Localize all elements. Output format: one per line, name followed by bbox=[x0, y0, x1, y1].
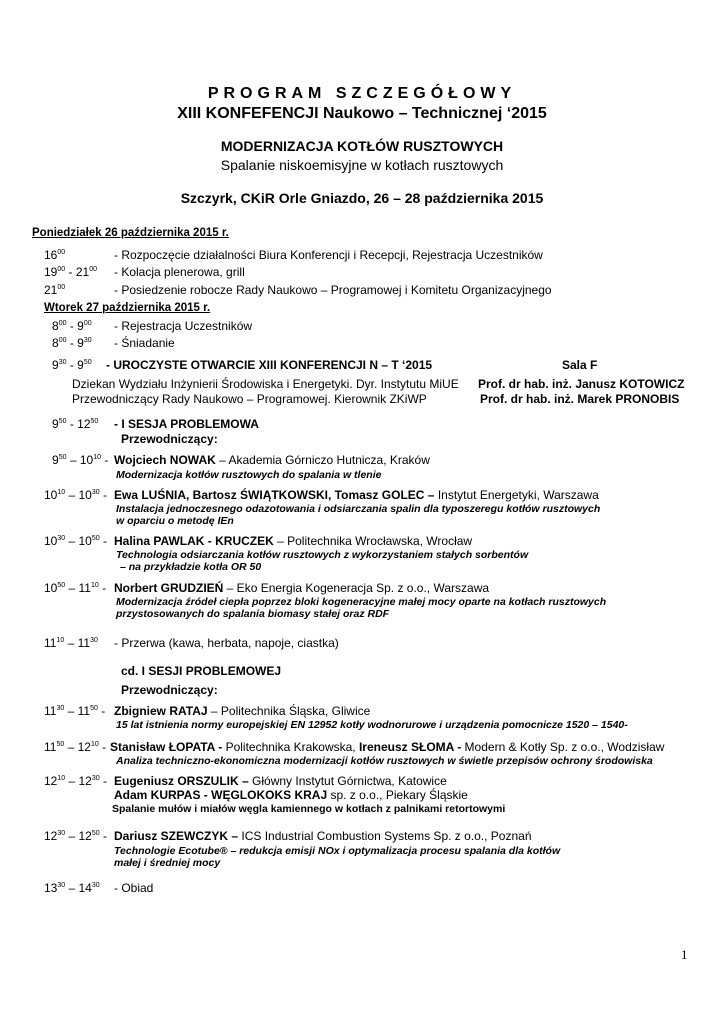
talk-time: $10^{50} - 11^{10}$ - bbox=[44, 581, 107, 595]
session-chair-label: Przewodniczący: bbox=[121, 683, 218, 697]
talk-time: $12^{10} - 12^{30}$ - bbox=[44, 774, 107, 788]
conference-theme: MODERNIZACJA KOTŁÓW RUSZTOWYCH bbox=[220, 138, 504, 154]
talk-title: Technologia odsiarczania kotłów rusztowych z wykorzystaniem stałych sorbentów bbox=[116, 549, 529, 561]
talk-title-cont: przystosowanych do spalania biomasy stałej oraz RDF bbox=[116, 608, 390, 620]
schedule-item: - Posiedzenie robocze Rady Naukowo – Programowej i Komitetu Organizacyjnego bbox=[114, 283, 552, 297]
session-time: $9^{50} - 12^{50}$ bbox=[52, 417, 99, 431]
opening-professor: Prof. dr hab. inż. Marek PRONOBIS bbox=[480, 392, 680, 406]
talk-title: Instalacja jednoczesnego odazotowania i odsiarczania spalin dla typoszeregu kotłów rusztowych bbox=[116, 503, 601, 515]
talk-title: 15 lat istnienia normy europejskiej EN 12952 kotły wodnorurowe i urządzenia pomocnicze 1520 – 1540- bbox=[116, 719, 628, 731]
talk-title: Spalanie mułów i miałów węgla kamiennego w kotłach z palnikami retortowymi bbox=[112, 803, 506, 815]
break-item: - Przerwa (kawa, herbata, napoje, ciastka) bbox=[114, 636, 339, 650]
conference-title: XIII KONFEFENCJI Naukowo – Technicznej ‘2015 bbox=[177, 105, 547, 122]
opening-time: $9^{30} - 9^{50}$ bbox=[52, 358, 92, 372]
talk-speaker: Adam KURPAS - WĘGLOKOKS KRAJ sp. z o.o., Piekary Śląskie bbox=[114, 788, 468, 802]
opening-room: Sala F bbox=[562, 358, 598, 372]
talk-time: $9^{50} - 10^{10}$ - bbox=[52, 453, 109, 467]
talk-speaker: Dariusz SZEWCZYK – ICS Industrial Combustion Systems Sp. z o.o., Poznań bbox=[114, 829, 532, 843]
session-continued-title: cd. I SESJI PROBLEMOWEJ bbox=[121, 664, 282, 678]
opening-line: Przewodniczący Rady Naukowo – Programowej. Kierownik ZKiWP bbox=[72, 392, 427, 406]
talk-time: $11^{50} - 12^{10}$ - bbox=[44, 740, 107, 754]
schedule-item: - Rejestracja Uczestników bbox=[114, 319, 253, 333]
page-number: 1 bbox=[681, 947, 688, 962]
schedule-time: $8^{00} - 9^{30}$ bbox=[52, 336, 92, 350]
talk-time: $10^{30} - 10^{50}$ - bbox=[44, 534, 107, 548]
talk-title: Modernizacja źródeł ciepła poprzez bloki kogeneracyjne małej mocy oparte na kotłach rusztowych bbox=[116, 596, 607, 608]
talk-speaker: Ewa LUŚNIA, Bartosz ŚWIĄTKOWSKI, Tomasz GOLEC – Instytut Energetyki, Warszawa bbox=[114, 488, 599, 502]
schedule-item: - Kolacja plenerowa, grill bbox=[114, 265, 245, 279]
lunch-time: $13^{30} - 14^{30}$ bbox=[44, 881, 100, 895]
schedule-time: $8^{00} - 9^{00}$ bbox=[52, 319, 92, 333]
opening-professor: Prof. dr hab. inż. Janusz KOTOWICZ bbox=[478, 377, 685, 391]
talk-time: $12^{30} - 12^{50}$ - bbox=[44, 829, 107, 843]
session-title: - I SESJA PROBLEMOWA bbox=[114, 417, 259, 431]
day-heading-monday: Poniedziałek 26 października 2015 r. bbox=[32, 227, 229, 239]
talk-speaker: Wojciech NOWAK – Akademia Górniczo Hutnicza, Kraków bbox=[114, 453, 430, 467]
talk-title: Modernizacja kotłów rusztowych do spalania w tlenie bbox=[116, 469, 382, 481]
opening-title: - UROCZYSTE OTWARCIE XIII KONFERENCJI N – T ‘2015 bbox=[106, 358, 433, 372]
schedule-time: $19^{00} - 21^{00}$ bbox=[44, 265, 97, 279]
talk-speaker: Zbigniew RATAJ – Politechnika Śląska, Gliwice bbox=[114, 704, 371, 718]
break-time: $11^{10} - 11^{30}$ bbox=[44, 636, 98, 650]
program-title: PROGRAM SZCZEGÓŁOWY bbox=[207, 85, 517, 102]
talk-time: $11^{30} - 11^{50}$ - bbox=[44, 704, 106, 718]
schedule-time: $21^{00}$ bbox=[44, 283, 66, 297]
lunch-item: - Obiad bbox=[114, 881, 154, 895]
opening-line: Dziekan Wydziału Inżynierii Środowiska i Energetyki. Dyr. Instytutu MiUE bbox=[72, 377, 459, 391]
day-heading-tuesday: Wtorek 27 października 2015 r. bbox=[44, 302, 211, 314]
conference-venue-date: Szczyrk, CKiR Orle Gniazdo, 26 – 28 października 2015 bbox=[180, 190, 544, 206]
talk-title: Technologie Ecotube® – redukcja emisji NOx i optymalizacja procesu spalania dla kotłów bbox=[114, 845, 561, 857]
conference-subtitle: Spalanie niskoemisyjne w kotłach rusztowych bbox=[220, 157, 504, 173]
talk-time: $10^{10} - 10^{30}$ - bbox=[44, 488, 107, 502]
schedule-time: $16^{00}$ bbox=[44, 248, 66, 262]
talk-speaker: Eugeniusz ORSZULIK – Główny Instytut Górnictwa, Katowice bbox=[114, 774, 447, 788]
talk-title-cont: w oparciu o metodę IEn bbox=[116, 515, 234, 527]
schedule-item: - Śniadanie bbox=[114, 336, 175, 350]
schedule-item: - Rozpoczęcie działalności Biura Konferencji i Recepcji, Rejestracja Uczestników bbox=[114, 248, 543, 262]
talk-speaker: Stanisław ŁOPATA - Politechnika Krakowska, Ireneusz SŁOMA - Modern & Kotły Sp. z o.o., Wodzisław bbox=[110, 740, 665, 754]
talk-title-cont: małej i średniej mocy bbox=[114, 857, 221, 869]
talk-title: Analiza techniczno-ekonomiczna modernizacji kotłów rusztowych w świetle przepisów ochrony środowiska bbox=[116, 755, 653, 767]
session-chair-label: Przewodniczący: bbox=[121, 432, 218, 446]
talk-speaker: Halina PAWLAK - KRUCZEK – Politechnika Wrocławska, Wrocław bbox=[114, 534, 473, 548]
talk-title-cont: – na przykładzie kotła OR 50 bbox=[120, 561, 262, 573]
talk-speaker: Norbert GRUDZIEŃ – Eko Energia Kogeneracja Sp. z o.o., Warszawa bbox=[114, 581, 490, 595]
